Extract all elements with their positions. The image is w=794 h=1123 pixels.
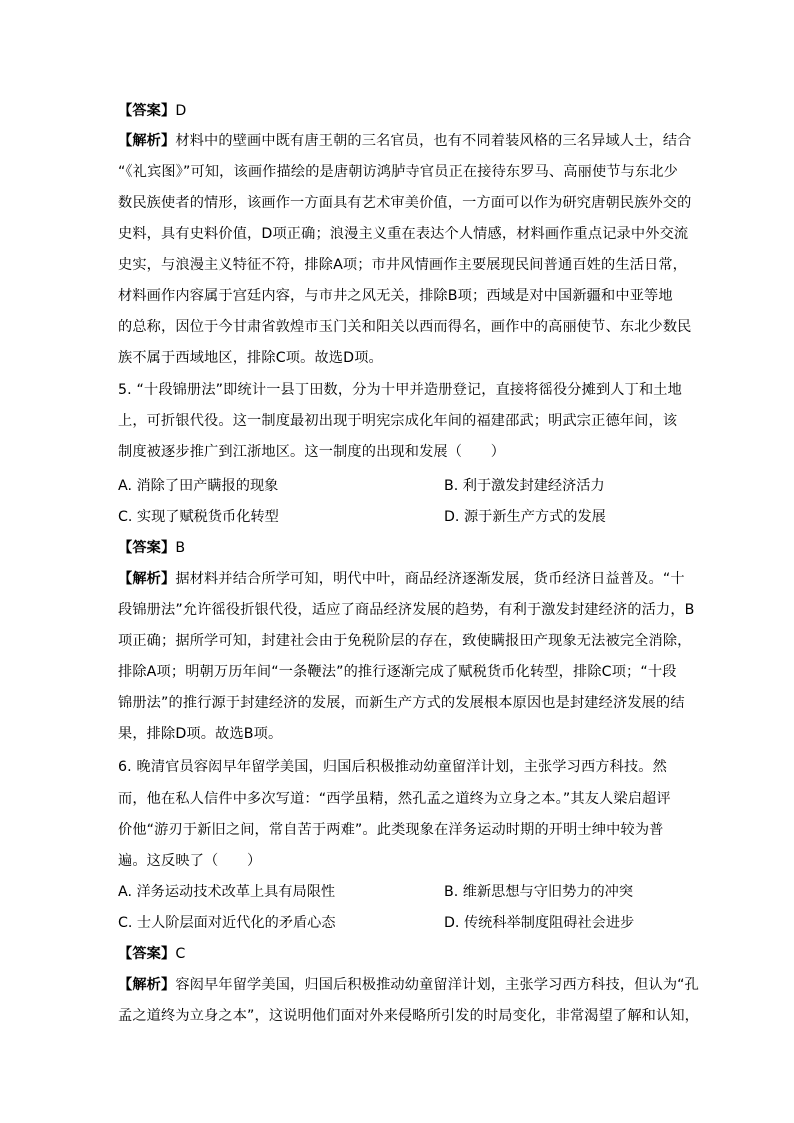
analysis-label: 【解析】 xyxy=(118,133,176,149)
answer-label: 【答案】 xyxy=(118,540,176,556)
answer-value: D xyxy=(175,103,187,119)
analysis-label: 【解析】 xyxy=(118,977,176,993)
answer-label: 【答案】 xyxy=(118,103,176,119)
analysis-line: 段锦册法”允许徭役折银代役，适应了商品经济发展的趋势，有利于激发封建经济的活力，B xyxy=(118,602,695,618)
analysis-line xyxy=(118,975,699,995)
analysis-line: 史料，具有史料价值，D项正确；浪漫主义重在表达个人情感，材料画作重点记录中外交流 xyxy=(118,226,689,242)
analysis-line: 孟之道终为立身之本”，这说明他们面对外来侵略所引发的时局变化，非常渴望了解和认知， xyxy=(118,1008,700,1024)
analysis-text: 据材料并结合所学可知，明代中叶，商品经济逐渐发展，货币经济日益普及。“十 xyxy=(175,571,685,587)
q6-option-d: D. 传统科举制度阻碍社会进步 xyxy=(444,915,635,931)
question-6-stem: 而，他在私人信件中多次写道：“西学虽精，然孔孟之道终为立身之本。”其友人梁启超评 xyxy=(118,791,671,807)
analysis-text: 材料中的壁画中既有唐王朝的三名官员，也有不同着装风格的三名异域人士，结合 xyxy=(175,133,692,149)
question-6-stem: 遍。这反映了（ ） xyxy=(118,853,262,869)
answer-value: C xyxy=(175,946,186,962)
answer-label: 【答案】 xyxy=(118,946,176,962)
analysis-line: 数民族使者的情形，该画作一方面具有艺术审美价值，一方面可以作为研究唐朝民族外交的 xyxy=(118,195,692,211)
q5-option-c: C. 实现了赋税货币化转型 xyxy=(118,509,279,525)
q6-option-b: B. 维新思想与守旧势力的冲突 xyxy=(444,884,634,900)
question-6-stem: 6. 晚清官员容闳早年留学美国，归国后积极推动幼童留洋计划，主张学习西方科技。然 xyxy=(118,759,667,775)
answer-line-q6 xyxy=(118,944,185,964)
answer-line-q5 xyxy=(118,538,185,558)
q6-option-a: A. 洋务运动技术改革上具有局限性 xyxy=(118,884,336,900)
analysis-line: 项正确；据所学可知，封建社会由于免税阶层的存在，致使瞒报田产现象无法被完全消除， xyxy=(118,633,692,649)
analysis-line: 的总称，因位于今甘肃省敦煌市玉门关和阳关以西而得名，画作中的高丽使节、东北少数民 xyxy=(118,319,692,335)
analysis-line: 族不属于西域地区，排除C项。故选D项。 xyxy=(118,350,383,366)
q5-option-b: B. 利于激发封建经济活力 xyxy=(444,478,605,494)
analysis-line: 果，排除D项。故选B项。 xyxy=(118,726,283,742)
q6-option-c: C. 士人阶层面对近代化的矛盾心态 xyxy=(118,915,336,931)
analysis-line: 材料画作内容属于宫廷内容，与市井之风无关，排除B项；西域是对中国新疆和中亚等地 xyxy=(118,288,673,304)
analysis-line: “《礼宾图》”可知，该画作描绘的是唐朝访鸿胪寺官员正在接待东罗马、高丽使节与东北少 xyxy=(118,164,678,180)
analysis-text: 容闳早年留学美国，归国后积极推动幼童留洋计划，主张学习西方科技，但认为“孔 xyxy=(175,977,700,993)
analysis-line: 史实，与浪漫主义特征不符，排除A项；市井风情画作主要展现民间普通百姓的生活日常， xyxy=(118,257,688,273)
question-6-stem: 价他“游刃于新旧之间，常自苦于两难”。此类现象在洋务运动时期的开明士绅中较为普 xyxy=(118,822,664,838)
analysis-line xyxy=(118,569,685,589)
question-5-stem: 5. “十段锦册法”即统计一县丁田数，分为十甲并造册登记，直接将徭役分摊到人丁和土地 xyxy=(118,382,682,398)
q5-option-a: A. 消除了田产瞒报的现象 xyxy=(118,478,279,494)
question-5-stem: 制度被逐步推广到江浙地区。这一制度的出现和发展（ ） xyxy=(118,444,506,460)
analysis-label: 【解析】 xyxy=(118,571,176,587)
q5-option-d: D. 源于新生产方式的发展 xyxy=(444,509,606,525)
analysis-line: 锦册法”的推行源于封建经济的发展，而新生产方式的发展根本原因也是封建经济发展的结 xyxy=(118,695,685,711)
answer-line-q4 xyxy=(118,101,186,121)
answer-value: B xyxy=(175,540,186,556)
analysis-line: 排除A项；明朝万历年间“一条鞭法”的推行逐渐完成了赋税货币化转型，排除C项；“十段 xyxy=(118,664,677,680)
analysis-line xyxy=(118,131,692,151)
question-5-stem: 上，可折银代役。这一制度最初出现于明宪宗成化年间的福建邵武；明武宗正德年间，该 xyxy=(118,413,678,429)
